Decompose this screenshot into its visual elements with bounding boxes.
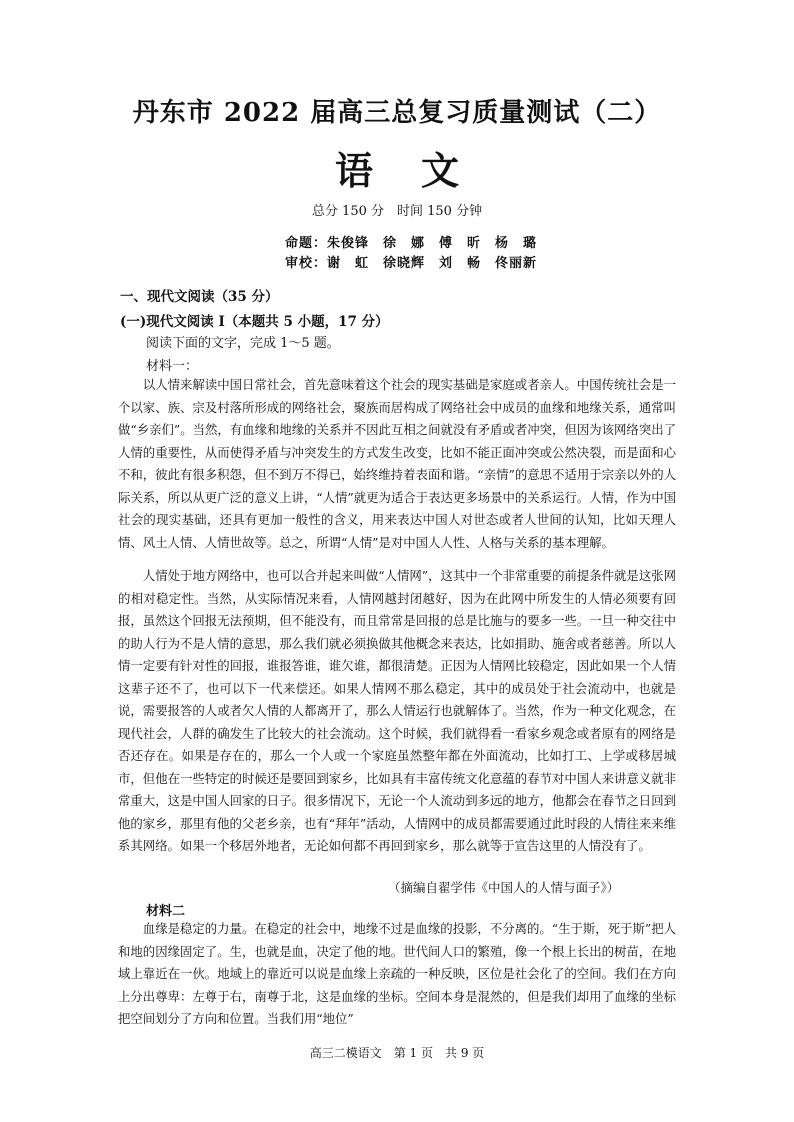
- page-footer: 高三二模语文 第 1 页 共 9 页: [309, 1046, 485, 1060]
- reading-instruction: 阅读下面的文字，完成 1～5 题。: [146, 336, 340, 351]
- subsection-heading: (一)现代文阅读 I（本题共 5 小题，17 分）: [120, 314, 389, 330]
- subject-heading: 语文: [334, 148, 507, 193]
- source-citation: （摘编自翟学伟《中国人的人情与面子》）: [388, 880, 620, 895]
- material-two-label: 材料二: [146, 904, 186, 919]
- paragraph-text: 以人情来解读中国日常社会，首先意味着这个社会的现实基础是家庭或者亲人。中国传统社会是一个以家、族、宗及村落所形成的网络社会，聚族而居构成了网络社会中成员的血缘和地缘关系，通常叫做“乡亲们”。当然，有血缘和地缘的关系并不因此互相之间就没有矛盾或者冲突，但因为该网络突出了人情的重要性，从而使得矛盾与冲突发生的方式发生改变，比如不能正面冲突或公然决裂，而是面和心不和，彼此有很多积怨，但不到万不得已，始终维持着表面和谐。“亲情”的意思不适用于宗亲以外的人际关系，所以从更广泛的意义上讲，“人情”就更为适合于表达更多场景中的关系运行。人情，作为中国社会的现实基础，还具有更加一般性的含义，用来表达中国人对世态或者人世间的认知，比如天理人情、风土人情、人情世故等。总之，所谓“人情”是对中国人人性、人格与关系的基本理解。: [118, 377, 676, 550]
- paragraph-text: 血缘是稳定的力量。在稳定的社会中，地缘不过是血缘的投影，不分离的。“生于斯，死于斯”把人和地的因缘固定了。生，也就是血，决定了他的地。世代间人口的繁殖，像一个根上长出的树苗，在地域上靠近在一伙。地域上的靠近可以说是血缘上亲疏的一种反映，区位是社会化了的空间。我们在方向上分出尊卑：左尊于右，南尊于北，这是血缘的坐标。空间本身是混然的，但是我们却用了血缘的坐标把空间划分了方向和位置。当我们用“地位”: [118, 921, 676, 1026]
- material-one-paragraph-2: [118, 565, 676, 858]
- material-one-paragraph-1: [118, 374, 676, 554]
- material-two-paragraph-1: [118, 918, 676, 1031]
- section-heading: 一、现代文阅读（35 分）: [120, 289, 279, 305]
- reviewers: 审校：谢 虹 徐晓辉 刘 畅 佟丽新: [285, 256, 538, 271]
- paragraph-text: 人情处于地方网络中，也可以合并起来叫做“人情网”，这其中一个非常重要的前提条件就是这张网的相对稳定性。当然，从实际情况来看，人情网越封闭越好，因为在此网中所发生的人情必须要有回报，虽然这个回报无法预期，但不能没有，而且常常是回报的总是比施与的要多一些。一旦一种交往中的助人行为不是人情的意思，那么我们就必须换做其他概念来表达，比如捐助、施舍或者慈善。所以人情一定要有针对性的回报，谁报答谁，谁欠谁，都很清楚。正因为人情网比较稳定，因此如果一个人情这辈子还不了，也可以下一代来偿还。如果人情网不那么稳定，其中的成员处于社会流动中，也就是说，需要报答的人或者欠人情的人都离开了，那么人情运行也就解体了。当然，作为一种文化观念，在现代社会，人群的确发生了比较大的社会流动。这个时候，我们就得看一看家乡观念或者原有的网络是否还存在。如果是存在的，那么一个人或一个家庭虽然整年都在外面流动，比如打工、上学或移居城市，但他在一些特定的时候还是要回到家乡，比如具有丰富传统文化意蕴的春节对中国人来讲意义就非常重大，这是中国人回家的日子。很多情况下，无论一个人流动到多远的地方，他都会在春节之日回到他的家乡，那里有他的父老乡亲，也有“拜年”活动，人情网中的成员都需要通过此时段的人情往来来维系其网络。如果一个移居外地者，无论如何都不再回到家乡，那么就等于宣告这里的人情没有了。: [118, 568, 676, 853]
- question-setters: 命题：朱俊锋 徐 娜 傅 昕 杨 璐: [285, 236, 538, 251]
- exam-meta: 总分 150 分 时间 150 分钟: [311, 204, 483, 219]
- exam-title: 丹东市 2022 届高三总复习质量测试（二）: [132, 98, 662, 128]
- material-one-label: 材料一：: [146, 359, 199, 374]
